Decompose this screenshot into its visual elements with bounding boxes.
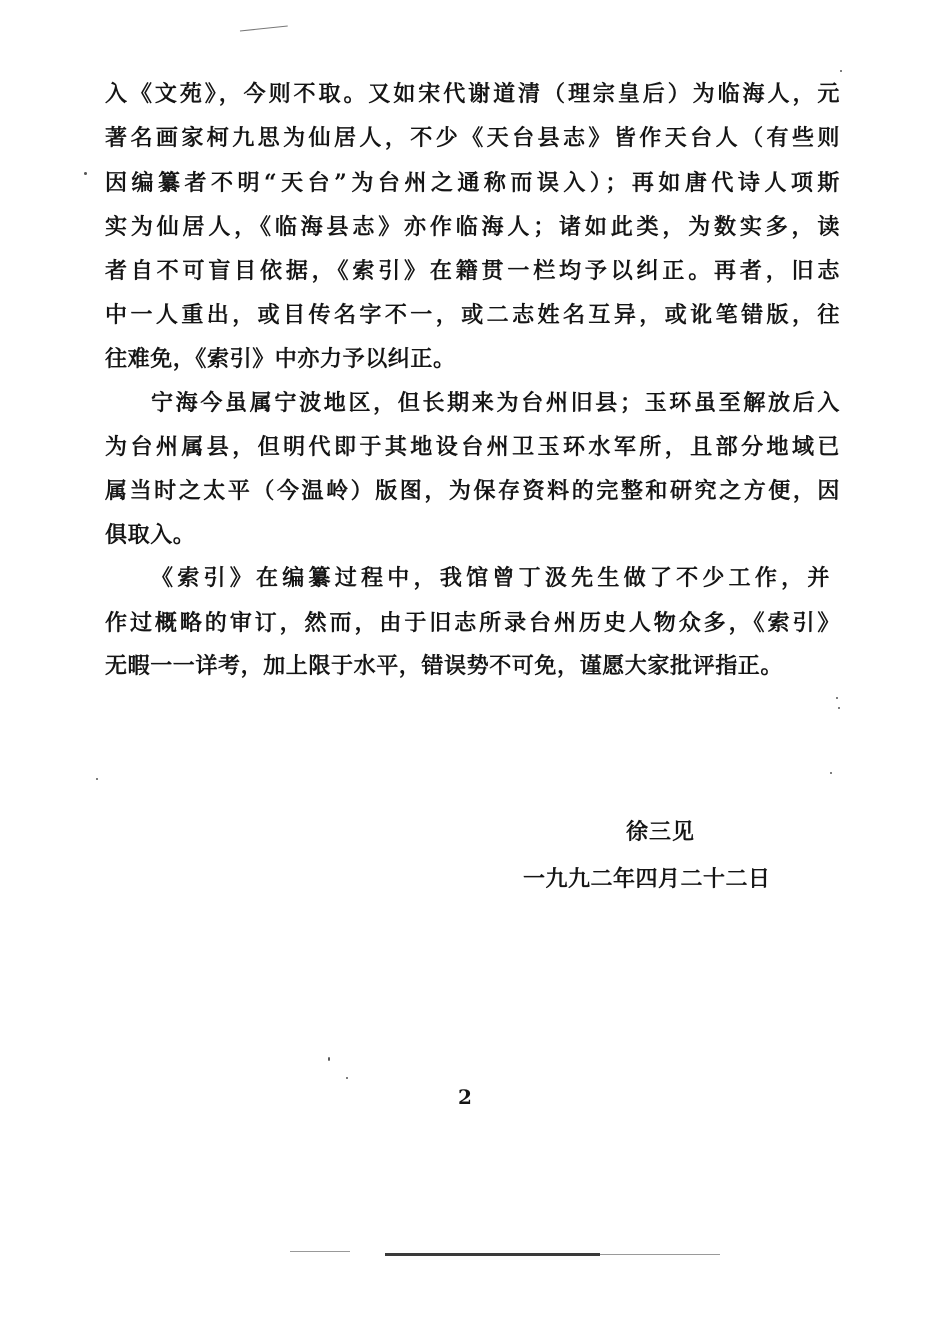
scan-speck xyxy=(96,778,98,780)
scan-edge-line xyxy=(385,1253,600,1256)
paragraph-2-line-3: 属当时之太平（今温岭）版图，为保存资料的完整和研究之方便，因 xyxy=(105,478,840,504)
paragraph-1-line-1: 入《文苑》，今则不取。又如宋代谢道清（理宗皇后）为临海人，元 xyxy=(105,81,840,107)
paragraph-2-line-4: 俱取入。 xyxy=(105,522,196,548)
scan-artifact xyxy=(290,1251,350,1252)
paragraph-3-line-2: 作过概略的审订，然而，由于旧志所录台州历史人物众多，《索引》 xyxy=(105,610,840,636)
scan-artifact xyxy=(240,26,288,35)
paragraph-3-line-3: 无暇一一详考，加上限于水平，错误势不可免，谨愿大家批评指正。 xyxy=(105,653,784,679)
paragraph-1-line-2: 著名画家柯九思为仙居人，不少《天台县志》皆作天台人（有些则 xyxy=(105,125,840,151)
document-date: 一九九二年四月二十二日 xyxy=(523,866,771,892)
scan-edge-line-faint xyxy=(600,1254,720,1255)
scan-speck xyxy=(346,1077,348,1079)
paragraph-1-line-6: 中一人重出，或目传名字不一，或二志姓名互异，或讹笔错版，往 xyxy=(105,302,840,328)
paragraph-1-line-4: 实为仙居人，《临海县志》亦作临海人；诸如此类，为数实多，读 xyxy=(105,214,840,240)
paragraph-1-line-5: 者自不可盲目依据，《索引》在籍贯一栏均予以纠正。再者，旧志 xyxy=(105,258,840,284)
paragraph-2-line-1: 宁海今虽属宁波地区，但长期来为台州旧县；玉环虽至解放后入 xyxy=(151,390,840,416)
paragraph-3-line-1: 《索引》在编纂过程中，我馆曾丁汲先生做了不少工作，并 xyxy=(151,565,830,591)
paragraph-1-line-7: 往难免，《索引》中亦力予以纠正。 xyxy=(105,346,456,372)
scan-speck xyxy=(830,772,832,774)
paragraph-2-line-2: 为台州属县，但明代即于其地设台州卫玉环水军所，且部分地域已 xyxy=(105,434,840,460)
page-number: 2 xyxy=(458,1085,472,1109)
author-signature: 徐三见 xyxy=(626,819,696,845)
scan-speck xyxy=(328,1057,330,1061)
scan-speck xyxy=(836,697,838,699)
scan-speck xyxy=(838,707,840,709)
scan-speck xyxy=(84,172,87,175)
paragraph-1-line-3: 因编纂者不明“天台”为台州之通称而误入）；再如唐代诗人项斯 xyxy=(105,170,840,196)
scan-speck xyxy=(840,70,842,72)
